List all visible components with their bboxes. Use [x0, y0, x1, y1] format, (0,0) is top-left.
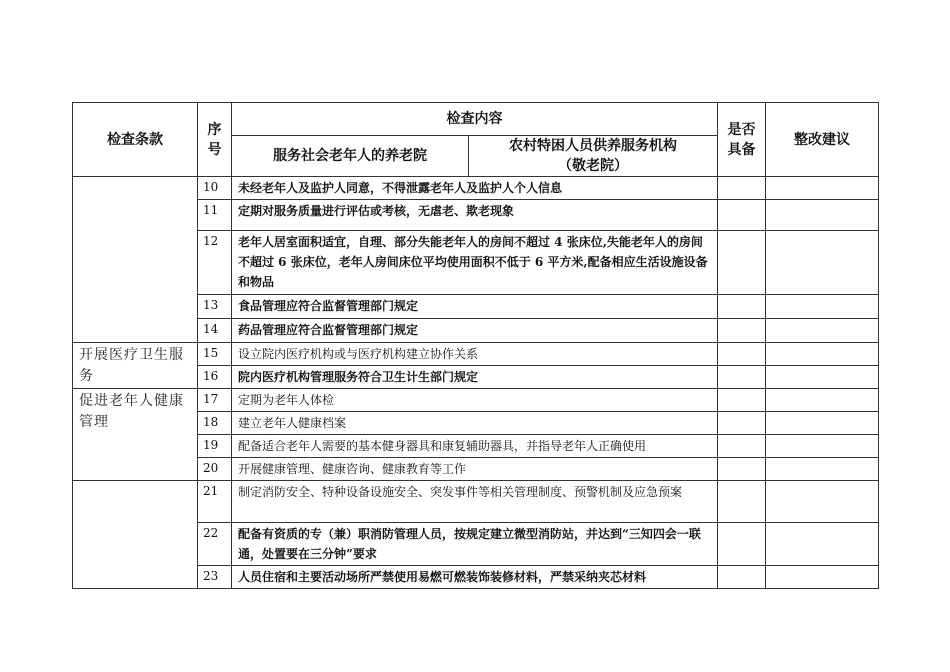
row-text: 配备适合老年人需要的基本健身器具和康复辅助器具，并指导老年人正确使用: [232, 435, 718, 458]
available-cell[interactable]: [718, 566, 766, 589]
category-health: 促进老年人健康管理: [73, 389, 198, 481]
table-row: [73, 481, 879, 523]
header-seq-label: 序号: [207, 121, 222, 158]
header-row-1: [73, 103, 879, 136]
advice-cell[interactable]: [766, 458, 879, 481]
advice-cell[interactable]: [766, 200, 879, 231]
header-available: [718, 103, 766, 177]
row-text: 老年人居室面积适宜，自理、部分失能老年人的房间不超过 4 张床位,失能老年人的房间不超过 6 张床位，老年人房间床位平均使用面积不低于 6 平方米,配备相应生活设施设备和物品: [232, 231, 718, 295]
advice-cell[interactable]: [766, 295, 879, 319]
table-row: [73, 177, 879, 200]
inspection-table: [72, 102, 879, 589]
row-text: 食品管理应符合监督管理部门规定: [232, 295, 718, 319]
advice-cell[interactable]: [766, 435, 879, 458]
row-number: 22: [198, 523, 232, 566]
row-number: 15: [198, 343, 232, 366]
available-cell[interactable]: [718, 295, 766, 319]
row-text: 药品管理应符合监督管理部门规定: [232, 319, 718, 343]
header-check-item: 检查条款: [73, 103, 198, 177]
row-number: 12: [198, 231, 232, 295]
header-available-label: 是否具备: [727, 121, 756, 158]
advice-cell[interactable]: [766, 481, 879, 523]
advice-cell[interactable]: [766, 389, 879, 412]
available-cell[interactable]: [718, 231, 766, 295]
advice-cell[interactable]: [766, 412, 879, 435]
row-text: 未经老年人及监护人同意，不得泄露老年人及监护人个人信息: [232, 177, 718, 200]
row-number: 10: [198, 177, 232, 200]
header-content-b-line2: （敬老院）: [558, 158, 628, 174]
row-text: 制定消防安全、特种设备设施安全、突发事件等相关管理制度、预警机制及应急预案: [232, 481, 718, 523]
header-content: 检查内容: [232, 103, 718, 136]
advice-cell[interactable]: [766, 366, 879, 389]
row-text: 建立老年人健康档案: [232, 412, 718, 435]
category-cell-blank: [73, 177, 198, 343]
row-number: 23: [198, 566, 232, 589]
row-text: 配备有资质的专（兼）职消防管理人员，按规定建立微型消防站，并达到“三知四会一联通，处置要在三分钟”要求: [232, 523, 718, 566]
advice-cell[interactable]: [766, 319, 879, 343]
available-cell[interactable]: [718, 343, 766, 366]
table-row: [73, 389, 879, 412]
header-seq: [198, 103, 232, 177]
available-cell[interactable]: [718, 412, 766, 435]
advice-cell[interactable]: [766, 523, 879, 566]
row-number: 16: [198, 366, 232, 389]
row-text: 人员住宿和主要活动场所严禁使用易燃可燃装饰装修材料，严禁采纳夹芯材料: [232, 566, 718, 589]
row-number: 18: [198, 412, 232, 435]
advice-cell[interactable]: [766, 343, 879, 366]
row-text: 定期为老年人体检: [232, 389, 718, 412]
table-row: [73, 343, 879, 366]
available-cell[interactable]: [718, 481, 766, 523]
header-advice: 整改建议: [766, 103, 879, 177]
row-number: 19: [198, 435, 232, 458]
row-text: 开展健康管理、健康咨询、健康教育等工作: [232, 458, 718, 481]
advice-cell[interactable]: [766, 566, 879, 589]
row-number: 21: [198, 481, 232, 523]
available-cell[interactable]: [718, 366, 766, 389]
row-number: 14: [198, 319, 232, 343]
category-medical: 开展医疗卫生服务: [73, 343, 198, 389]
header-content-a: 服务社会老年人的养老院: [232, 136, 469, 177]
category-cell-blank: [73, 481, 198, 589]
available-cell[interactable]: [718, 435, 766, 458]
available-cell[interactable]: [718, 319, 766, 343]
available-cell[interactable]: [718, 177, 766, 200]
row-number: 13: [198, 295, 232, 319]
row-text: 定期对服务质量进行评估或考核，无虐老、欺老现象: [232, 200, 718, 231]
header-content-b-line1: 农村特困人员供养服务机构: [509, 138, 677, 154]
row-number: 17: [198, 389, 232, 412]
available-cell[interactable]: [718, 200, 766, 231]
row-number: 20: [198, 458, 232, 481]
available-cell[interactable]: [718, 458, 766, 481]
advice-cell[interactable]: [766, 231, 879, 295]
row-text: 院内医疗机构管理服务符合卫生计生部门规定: [232, 366, 718, 389]
available-cell[interactable]: [718, 523, 766, 566]
advice-cell[interactable]: [766, 177, 879, 200]
row-text: 设立院内医疗机构或与医疗机构建立协作关系: [232, 343, 718, 366]
available-cell[interactable]: [718, 389, 766, 412]
header-content-b: [469, 136, 718, 177]
row-number: 11: [198, 200, 232, 231]
